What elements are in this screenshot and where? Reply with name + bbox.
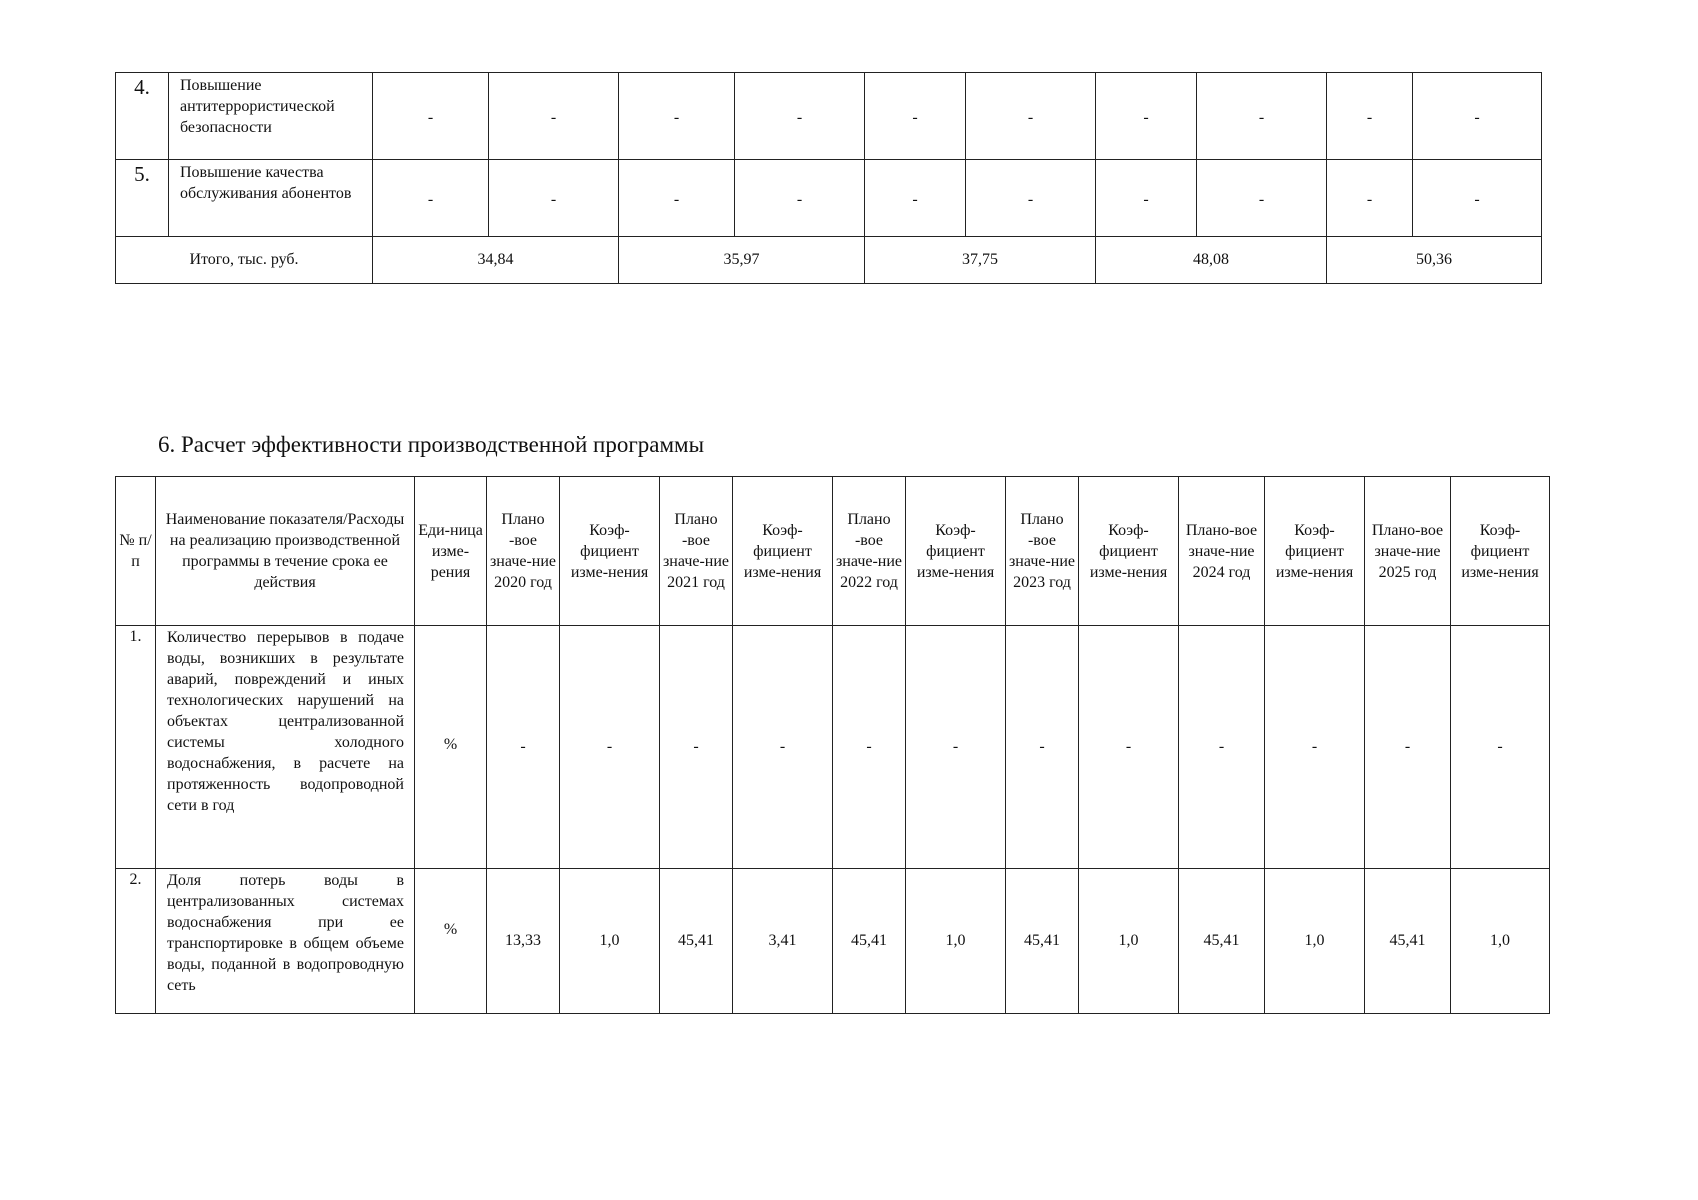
cell-value: - — [833, 626, 906, 869]
total-value: 37,75 — [865, 237, 1096, 284]
cell-value: 1,0 — [560, 869, 660, 1014]
row-number: 4. — [116, 73, 169, 160]
cell-value: 45,41 — [1006, 869, 1079, 1014]
total-row — [116, 237, 1542, 284]
cell-value: - — [1079, 626, 1179, 869]
row-name: Количество перерывов в подаче воды, возникших в результате аварий, повреждений и иных технологических нарушений на объектах централизованной системы холодного водоснабжения, в расчете на протяженность водопроводной сети в год — [156, 626, 415, 869]
cell-value: - — [487, 626, 560, 869]
header-coef-2024: Коэф-фициент изме-нения — [1265, 477, 1365, 626]
cell-value: - — [373, 160, 489, 237]
cell-value: 1,0 — [906, 869, 1006, 1014]
cell-value: 45,41 — [1365, 869, 1451, 1014]
row-name: Доля потерь воды в централизованных системах водоснабжения при ее транспортировке в общем объеме воды, поданной в водопроводную сеть — [156, 869, 415, 1014]
cell-value: - — [489, 160, 619, 237]
header-plan-2024: Плано-вое значе-ние 2024 год — [1179, 477, 1265, 626]
cell-value: - — [1197, 160, 1327, 237]
header-name: Наименование показателя/Расходы на реализацию производственной программы в течение срока ее действия — [156, 477, 415, 626]
cell-value: - — [733, 626, 833, 869]
cell-value: - — [619, 73, 735, 160]
cell-value: - — [966, 73, 1096, 160]
section-heading: 6. Расчет эффективности производственной программы — [158, 432, 705, 457]
cell-value: 45,41 — [660, 869, 733, 1014]
row-name: Повышение антитеррористической безопасности — [169, 73, 373, 160]
row-name: Повышение качества обслуживания абонентов — [169, 160, 373, 237]
header-coef-2025: Коэф-фициент изме-нения — [1451, 477, 1550, 626]
header-num: № п/п — [116, 477, 156, 626]
row-unit: % — [415, 869, 487, 1014]
cell-value: 45,41 — [1179, 869, 1265, 1014]
cell-value: - — [865, 73, 966, 160]
total-value: 50,36 — [1327, 237, 1542, 284]
header-unit: Еди-ница изме-рения — [415, 477, 487, 626]
header-row — [116, 477, 1550, 626]
cell-value: 1,0 — [1265, 869, 1365, 1014]
row-number: 1. — [116, 626, 156, 869]
total-value: 35,97 — [619, 237, 865, 284]
cell-value: - — [1451, 626, 1550, 869]
cell-value: - — [1413, 160, 1542, 237]
cell-value: - — [906, 626, 1006, 869]
table-row — [116, 869, 1550, 1014]
cell-value: - — [1096, 73, 1197, 160]
cell-value: - — [865, 160, 966, 237]
cell-value: - — [1096, 160, 1197, 237]
cell-value: 45,41 — [833, 869, 906, 1014]
cell-value: - — [735, 160, 865, 237]
cell-value: - — [735, 73, 865, 160]
expenses-table-continuation — [115, 72, 1542, 284]
cell-value: - — [1265, 626, 1365, 869]
table-row — [116, 626, 1550, 869]
header-coef-2022: Коэф-фициент изме-нения — [906, 477, 1006, 626]
cell-value: - — [373, 73, 489, 160]
cell-value: 1,0 — [1079, 869, 1179, 1014]
total-label: Итого, тыс. руб. — [116, 237, 373, 284]
header-plan-2021: Плано -вое значе-ние 2021 год — [660, 477, 733, 626]
row-unit: % — [415, 626, 487, 869]
header-plan-2025: Плано-вое значе-ние 2025 год — [1365, 477, 1451, 626]
header-coef-2023: Коэф-фициент изме-нения — [1079, 477, 1179, 626]
cell-value: 3,41 — [733, 869, 833, 1014]
cell-value: - — [1006, 626, 1079, 869]
cell-value: - — [660, 626, 733, 869]
total-value: 34,84 — [373, 237, 619, 284]
row-number: 2. — [116, 869, 156, 1014]
header-coef-2021: Коэф-фициент изме-нения — [733, 477, 833, 626]
cell-value: 1,0 — [1451, 869, 1550, 1014]
cell-value: - — [966, 160, 1096, 237]
row-number: 5. — [116, 160, 169, 237]
header-plan-2022: Плано -вое значе-ние 2022 год — [833, 477, 906, 626]
total-value: 48,08 — [1096, 237, 1327, 284]
cell-value: - — [1413, 73, 1542, 160]
cell-value: - — [619, 160, 735, 237]
header-plan-2023: Плано -вое значе-ние 2023 год — [1006, 477, 1079, 626]
cell-value: - — [1197, 73, 1327, 160]
header-plan-2020: Плано -вое значе-ние 2020 год — [487, 477, 560, 626]
table-row — [116, 160, 1542, 237]
cell-value: - — [1327, 73, 1413, 160]
table-row — [116, 73, 1542, 160]
cell-value: 13,33 — [487, 869, 560, 1014]
cell-value: - — [560, 626, 660, 869]
cell-value: - — [1365, 626, 1451, 869]
cell-value: - — [1179, 626, 1265, 869]
cell-value: - — [1327, 160, 1413, 237]
efficiency-table — [115, 476, 1550, 1014]
cell-value: - — [489, 73, 619, 160]
header-coef-2020: Коэф-фициент изме-нения — [560, 477, 660, 626]
